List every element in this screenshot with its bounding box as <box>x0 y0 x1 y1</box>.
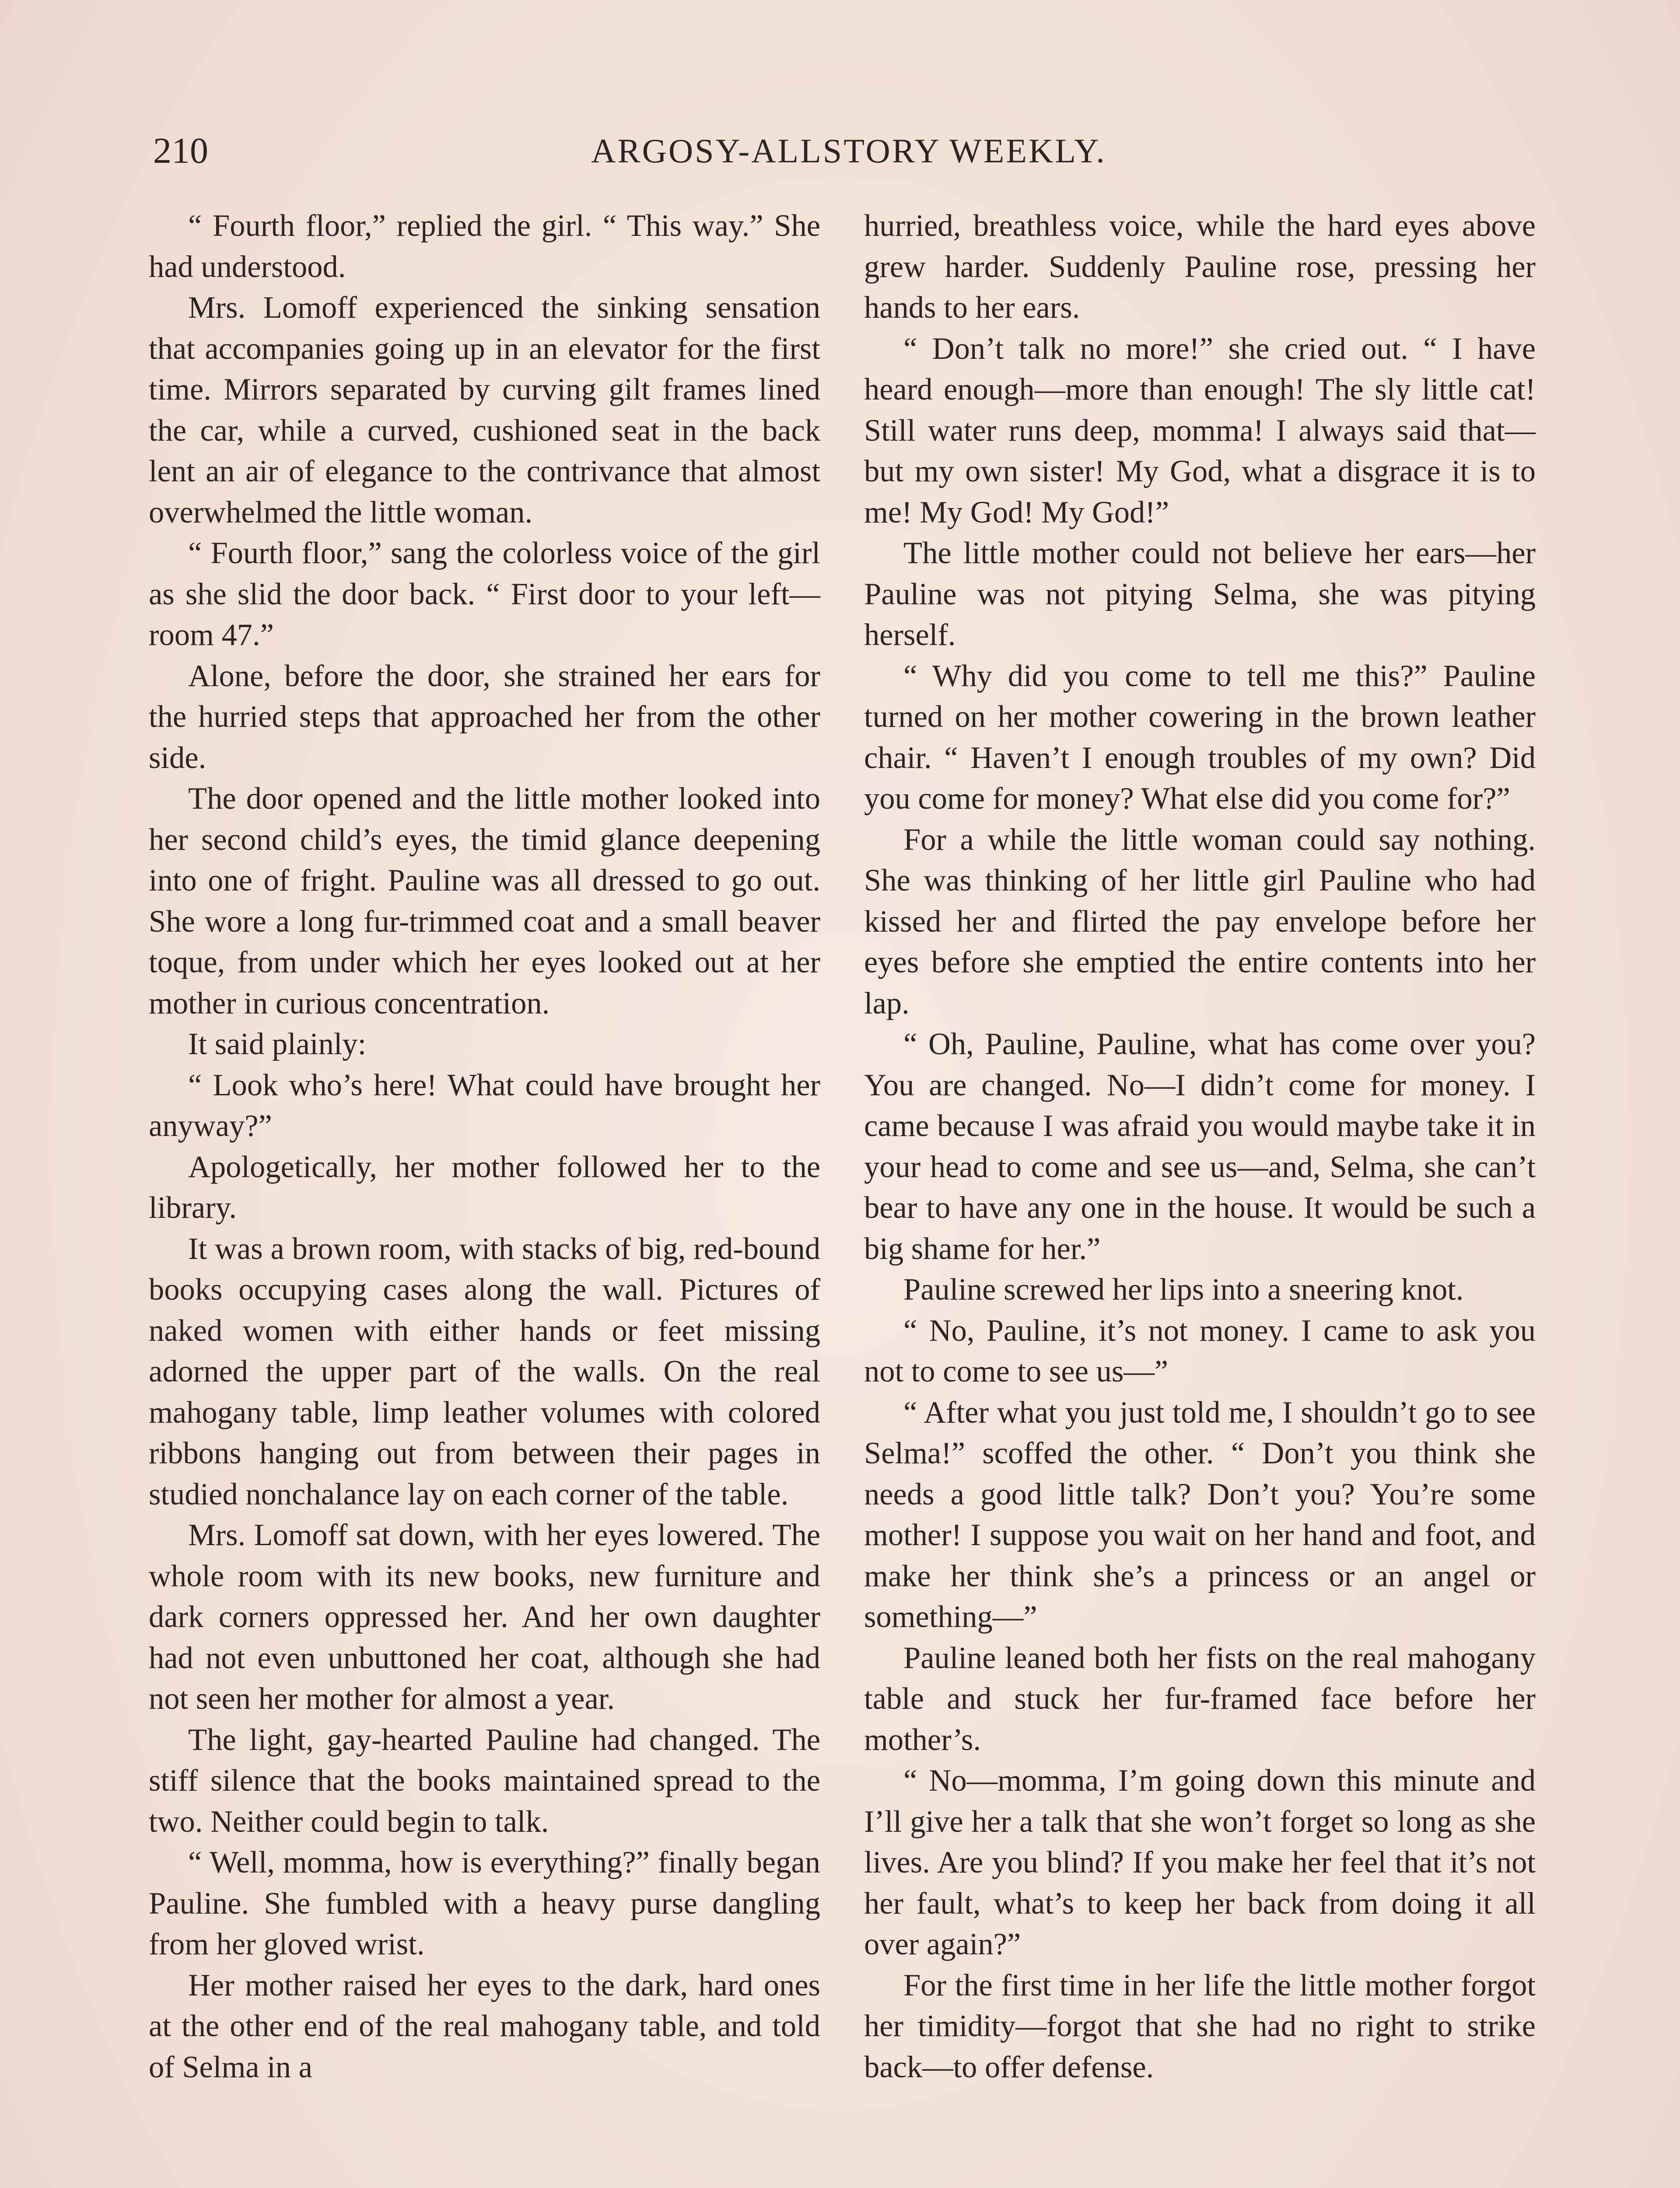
paragraph: “ Why did you come to tell me this?” Pauline turned on her mother cowering in the brown leather chair. “ Haven’t I enough troubles of my own? Did you come for money? What else did you come for?” <box>864 659 1536 816</box>
paragraph: Mrs. Lomoff sat down, with her eyes lowered. The whole room with its new books, new furniture and dark corners oppressed her. And her own daughter had not even unbuttoned her coat, although she had not seen her mother for almost a year. <box>149 1518 820 1716</box>
paragraph: For the first time in her life the little mother forgot her timidity—forgot that she had no right to strike back—to offer defense. <box>864 1968 1536 2084</box>
paragraph: Pauline screwed her lips into a sneering knot. <box>903 1273 1464 1307</box>
paragraph: Apologetically, her mother followed her to the library. <box>149 1150 820 1225</box>
right-column <box>864 206 1536 2088</box>
paragraph: The light, gay-hearted Pauline had changed. The stiff silence that the books maintained spread to the two. Neither could begin to talk. <box>149 1722 820 1839</box>
paragraph: Pauline leaned both her fists on the real mahogany table and stuck her fur-framed face before her mother’s. <box>864 1641 1536 1757</box>
paragraph: It was a brown room, with stacks of big, red-bound books occupying cases along the wall. Pictures of naked women with either hands or feet missing adorned the upper part of the walls. On the real mahogany table, limp leather volumes with colored ribbons hanging out from between their pages in studied nonchalance lay on each corner of the table. <box>149 1231 820 1511</box>
page-header <box>153 127 1544 175</box>
paragraph: “ Don’t talk no more!” she cried out. “ I have heard enough—more than enough! The sly little cat! Still water runs deep, momma! I always said that—but my own sister! My God, what a disgrace it is to me! My God! My God!” <box>864 331 1536 529</box>
left-column <box>149 206 820 2088</box>
page-number: 210 <box>153 130 208 171</box>
paragraph: “ Oh, Pauline, Pauline, what has come over you? You are changed. No—I didn’t come for money. I came because I was afraid you would maybe take it in your head to come and see us—and, Selma, she can’t bear to have any one in the house. It would be such a big shame for her.” <box>864 1027 1536 1266</box>
paragraph: hurried, breathless voice, while the hard eyes above grew harder. Suddenly Pauline rose, pressing her hands to her ears. <box>864 209 1536 325</box>
paragraph: The little mother could not believe her ears—her Pauline was not pitying Selma, she was pitying herself. <box>864 536 1536 652</box>
running-title: ARGOSY-ALLSTORY WEEKLY. <box>591 132 1106 170</box>
paragraph: Alone, before the door, she strained her ears for the hurried steps that approached her from the other side. <box>149 659 820 775</box>
paragraph: “ After what you just told me, I shouldn’t go to see Selma!” scoffed the other. “ Don’t you think she needs a good little talk? Don’t you? You’re some mother! I suppose you wait on her hand and foot, and make her think she’s a princess or an angel or something—” <box>864 1395 1536 1634</box>
paragraph: “ No—momma, I’m going down this minute and I’ll give her a talk that she won’t forget so long as she lives. Are you blind? If you make her feel that it’s not her fault, what’s to keep her back from doing it all over again?” <box>864 1764 1536 1961</box>
paragraph: “ Fourth floor,” replied the girl. “ This way.” She had understood. <box>149 209 820 284</box>
paragraph: “ Well, momma, how is everything?” finally began Pauline. She fumbled with a heavy purse dangling from her gloved wrist. <box>149 1845 820 1961</box>
paragraph: “ Fourth floor,” sang the colorless voice of the girl as she slid the door back. “ First door to your left—room 47.” <box>149 536 820 652</box>
paragraph: Her mother raised her eyes to the dark, hard ones at the other end of the real mahogany table, and told of Selma in a <box>149 1968 820 2084</box>
paragraph: It said plainly: <box>188 1027 367 1061</box>
paragraph: “ Look who’s here! What could have brought her anyway?” <box>149 1068 820 1143</box>
paragraph: The door opened and the little mother looked into her second child’s eyes, the timid glance deepening into one of fright. Pauline was all dressed to go out. She wore a long fur-trimmed coat and a small beaver toque, from under which her eyes looked out at her mother in curious concentration. <box>149 782 820 1020</box>
paragraph: For a while the little woman could say nothing. She was thinking of her little girl Pauline who had kissed her and flirted the pay envelope before her eyes before she emptied the entire contents into her lap. <box>864 822 1536 1020</box>
paragraph: “ No, Pauline, it’s not money. I came to ask you not to come to see us—” <box>864 1313 1536 1389</box>
paragraph: Mrs. Lomoff experienced the sinking sensation that accompanies going up in an elevator for the first time. Mirrors separated by curving gilt frames lined the car, while a curved, cushioned seat in the back lent an air of elegance to the contrivance that almost overwhelmed the little woman. <box>149 291 820 529</box>
